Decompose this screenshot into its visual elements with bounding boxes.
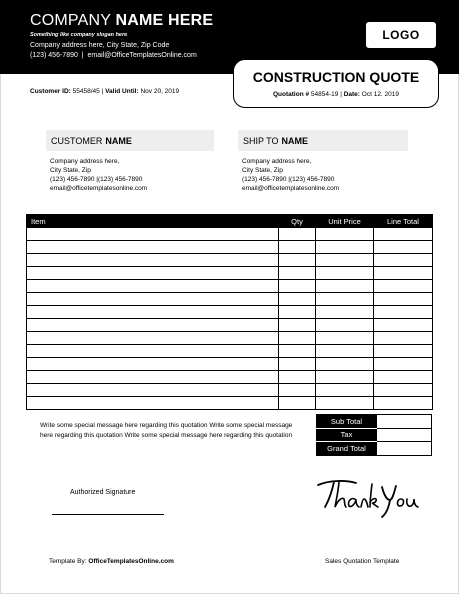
header-qty: Qty [279,215,316,228]
customer-heading [46,130,214,151]
cell-qty [279,228,316,241]
table-row [27,332,433,345]
company-address: Company address here, City State, Zip Code [30,42,170,49]
items-header-row [27,215,433,228]
cell-qty [279,371,316,384]
totals-table [316,414,432,456]
customer-city-line: City State, Zip [50,167,91,174]
cell-item [27,254,279,267]
cell-item [27,345,279,358]
cell-qty [279,267,316,280]
logo [366,22,436,48]
cell-qty [279,384,316,397]
cell-item [27,306,279,319]
company-phone: (123) 456-7890 [30,52,78,59]
customer-heading-bold: NAME [105,135,132,146]
table-row [27,267,433,280]
quote-title: CONSTRUCTION QUOTE [252,69,420,85]
table-row [27,254,433,267]
cell-line-total [374,397,433,410]
header-unit-price: Unit Price [316,215,374,228]
cell-qty [279,319,316,332]
cell-line-total [374,228,433,241]
table-row [27,228,433,241]
subtotal-row [317,415,432,429]
cell-line-total [374,241,433,254]
cell-item [27,228,279,241]
cell-line-total [374,306,433,319]
customer-id: 55458/45 [72,88,100,95]
tax-value [377,428,432,442]
footer-template-name: Sales Quotation Template [325,558,400,565]
cell-item [27,319,279,332]
grand-total-value [377,442,432,456]
cell-unit-price [316,306,374,319]
cell-item [27,267,279,280]
cell-unit-price [316,241,374,254]
cell-unit-price [316,332,374,345]
table-row [27,371,433,384]
cell-unit-price [316,384,374,397]
company-name-light: COMPANY [30,12,111,29]
items-body [27,228,433,410]
quote-date-label: Date: [343,91,360,98]
grand-total-row [317,442,432,456]
company-email: email@OfficeTemplatesOnline.com [87,52,197,59]
subtotal-value [377,415,432,429]
table-row [27,384,433,397]
cell-item [27,384,279,397]
customer-phone-line: (123) 456-7890 |(123) 456-7890 [50,176,143,183]
cell-line-total [374,371,433,384]
cell-item [27,241,279,254]
cell-line-total [374,358,433,371]
cell-line-total [374,319,433,332]
cell-item [27,332,279,345]
table-row [27,358,433,371]
cell-qty [279,254,316,267]
cell-line-total [374,332,433,345]
footer-template-by [49,558,174,565]
signature-line [52,514,164,515]
cell-line-total [374,267,433,280]
customer-email-line: email@officetemplatesonline.com [50,185,148,192]
customer-address-block [50,157,147,193]
footer-prefix: Template By: [49,558,87,565]
thank-you-signature [312,473,422,523]
table-row [27,241,433,254]
quote-meta: Quotation # 54854-19 | Date: Oct 12. 2019 [272,91,400,98]
cell-item [27,358,279,371]
ship-to-address-block [242,157,339,193]
cell-qty [279,332,316,345]
ship-to-phone-line: (123) 456-7890 |(123) 456-7890 [242,176,335,183]
table-row [27,280,433,293]
footer-site: OfficeTemplatesOnline.com [88,558,174,565]
cell-unit-price [316,358,374,371]
customer-address-line: Company address here, [50,158,120,165]
company-contact [30,52,197,59]
ship-to-email-line: email@officetemplatesonline.com [242,185,340,192]
logo-text: LOGO [382,28,420,42]
quote-date: Oct 12. 2019 [361,91,400,98]
quote-number: 54854-19 [310,91,339,98]
cell-line-total [374,254,433,267]
cell-unit-price [316,254,374,267]
table-row [27,397,433,410]
header-item: Item [27,215,279,228]
customer-id-label: Customer ID: [30,88,71,95]
ship-to-heading [238,130,408,151]
ship-to-heading-light: SHIP TO [243,135,279,146]
header-line-total: Line Total [374,215,433,228]
ship-to-city-line: City State, Zip [242,167,283,174]
company-slogan: Something like company slogan here [30,32,128,38]
table-row [27,306,433,319]
cell-item [27,371,279,384]
cell-qty [279,306,316,319]
cell-qty [279,293,316,306]
cell-unit-price [316,397,374,410]
items-table [26,214,433,410]
cell-qty [279,397,316,410]
customer-id-line: Customer ID: 55458/45 | Valid Until: Nov 20, 2019 [30,88,180,95]
table-row [27,293,433,306]
customer-heading-light: CUSTOMER [51,135,103,146]
valid-until-label: Valid Until: [105,88,139,95]
cell-unit-price [316,267,374,280]
ship-to-heading-bold: NAME [281,135,309,146]
cell-unit-price [316,280,374,293]
cell-unit-price [316,228,374,241]
cell-qty [279,241,316,254]
subtotal-label: Sub Total [317,415,377,429]
grand-total-label: Grand Total [317,442,377,456]
cell-line-total [374,384,433,397]
company-name [30,12,213,30]
table-row [27,345,433,358]
cell-qty [279,345,316,358]
cell-line-total [374,293,433,306]
tax-row [317,428,432,442]
signature-label: Authorized Signature [70,489,136,496]
cell-qty [279,280,316,293]
cell-qty [279,358,316,371]
quote-number-label: Quotation # [272,91,310,98]
contact-separator: | [81,52,84,59]
cell-item [27,293,279,306]
table-row [27,319,433,332]
cell-line-total [374,280,433,293]
cell-item [27,397,279,410]
special-message: Write some special message here regarding this quotation Write some special message here regarding this quotation Write some special message here regarding this quotation [40,422,293,439]
quote-box [233,59,439,108]
cell-item [27,280,279,293]
cell-unit-price [316,319,374,332]
cell-unit-price [316,371,374,384]
ship-to-address-line: Company address here, [242,158,312,165]
cell-line-total [374,345,433,358]
cell-unit-price [316,345,374,358]
tax-label: Tax [317,428,377,442]
company-name-bold: NAME HERE [115,12,214,29]
valid-until: Nov 20, 2019 [140,88,180,95]
cell-unit-price [316,293,374,306]
